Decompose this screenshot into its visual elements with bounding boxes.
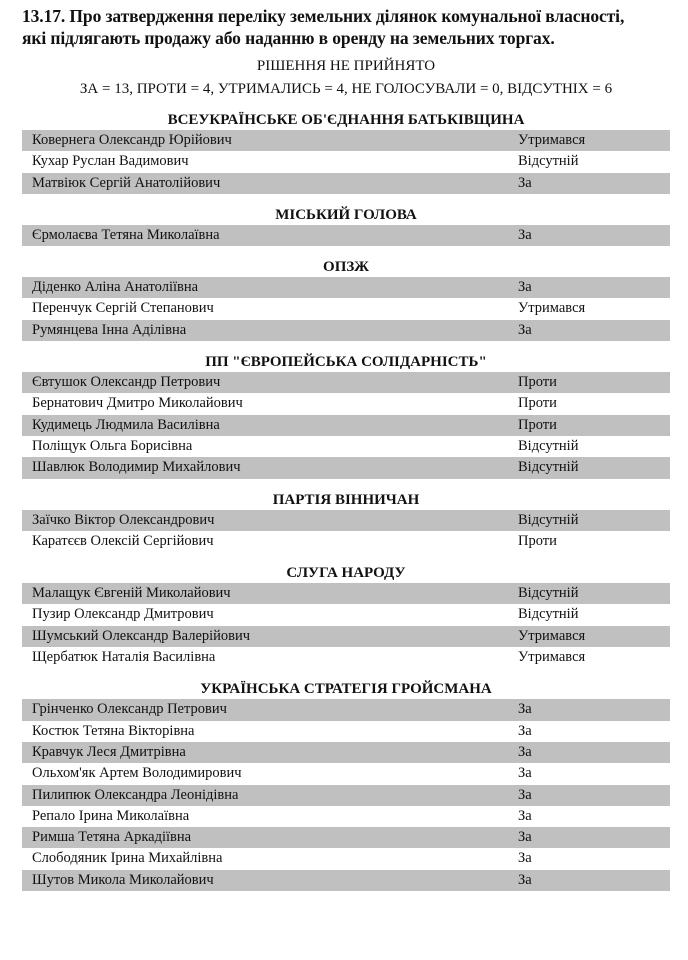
deputy-name: Пузир Олександр Дмитрович bbox=[32, 606, 214, 623]
deputy-name: Румянцева Інна Аділівна bbox=[32, 321, 187, 338]
agenda-item-title bbox=[22, 0, 670, 49]
table-row bbox=[22, 721, 670, 742]
deputy-name: Грінченко Олександр Петрович bbox=[32, 701, 227, 718]
table-row bbox=[22, 848, 670, 869]
table-row bbox=[22, 763, 670, 784]
faction-vote-table bbox=[22, 699, 670, 891]
faction-name: ОПЗЖ bbox=[323, 259, 369, 276]
deputy-name: Матвіюк Сергій Анатолійович bbox=[32, 174, 221, 191]
title-line-2: які підлягають продажу або наданню в оренду на земельних торгах. bbox=[22, 28, 555, 48]
factions-list bbox=[22, 110, 670, 891]
table-row bbox=[22, 583, 670, 604]
vote-value: За bbox=[518, 722, 532, 739]
table-row bbox=[22, 457, 670, 478]
vote-value: Утримався bbox=[518, 627, 586, 644]
faction-name: УКРАЇНСЬКА СТРАТЕГІЯ ГРОЙСМАНА bbox=[200, 681, 492, 698]
table-row bbox=[22, 151, 670, 172]
table-row bbox=[22, 510, 670, 531]
vote-value: Утримався bbox=[518, 300, 586, 317]
table-row bbox=[22, 393, 670, 414]
table-row bbox=[22, 320, 670, 341]
deputy-name: Костюк Тетяна Вікторівна bbox=[32, 722, 195, 739]
vote-value: Відсутній bbox=[518, 606, 579, 623]
faction-vote-table bbox=[22, 510, 670, 553]
vote-value: Відсутній bbox=[518, 459, 579, 476]
deputy-name: Кухар Руслан Вадимович bbox=[32, 153, 189, 170]
vote-value: За bbox=[518, 701, 532, 718]
deputy-name: Шумський Олександр Валерійович bbox=[32, 627, 251, 644]
vote-value: Проти bbox=[518, 374, 557, 391]
faction-name: СЛУГА НАРОДУ bbox=[286, 565, 406, 582]
table-row bbox=[22, 870, 670, 891]
table-row bbox=[22, 130, 670, 151]
vote-value: Проти bbox=[518, 416, 557, 433]
table-row bbox=[22, 626, 670, 647]
vote-value: За bbox=[518, 743, 532, 760]
deputy-name: Римша Тетяна Аркадіївна bbox=[32, 829, 192, 846]
deputy-name: Перенчук Сергій Степанович bbox=[32, 300, 214, 317]
faction-vote-table bbox=[22, 372, 670, 478]
table-row bbox=[22, 415, 670, 436]
decision-status: РІШЕННЯ НЕ ПРИЙНЯТО bbox=[256, 58, 436, 74]
deputy-name: Слободяник Ірина Михайлівна bbox=[32, 850, 223, 867]
faction-section bbox=[22, 679, 670, 891]
vote-value: Утримався bbox=[518, 132, 586, 148]
deputy-name: Шавлюк Володимир Михайлович bbox=[32, 459, 241, 476]
vote-value: Відсутній bbox=[518, 437, 579, 454]
vote-value: За bbox=[518, 850, 532, 867]
table-row bbox=[22, 531, 670, 552]
faction-section bbox=[22, 352, 670, 478]
vote-value: За bbox=[518, 871, 532, 888]
faction-vote-table bbox=[22, 277, 670, 341]
deputy-name: Бернатович Дмитро Миколайович bbox=[32, 395, 243, 412]
vote-value: Відсутній bbox=[518, 153, 579, 170]
table-row bbox=[22, 436, 670, 457]
vote-value: За bbox=[518, 279, 532, 296]
deputy-name: Репало Ірина Миколаївна bbox=[32, 807, 190, 824]
table-row bbox=[22, 277, 670, 298]
faction-name: ПАРТІЯ ВІННИЧАН bbox=[272, 491, 420, 508]
faction-section bbox=[22, 110, 670, 194]
deputy-name: Шутов Микола Миколайович bbox=[32, 871, 214, 888]
vote-value: Відсутній bbox=[518, 585, 579, 602]
deputy-name: Каратєєв Олексій Сергійович bbox=[32, 532, 214, 549]
vote-value: За bbox=[518, 765, 532, 782]
vote-value: За bbox=[518, 226, 532, 243]
deputy-name: Єрмолаєва Тетяна Миколаївна bbox=[32, 226, 220, 243]
deputy-name: Пилипюк Олександра Леонідівна bbox=[32, 786, 239, 803]
deputy-name: Поліщук Ольга Борисівна bbox=[32, 437, 193, 454]
deputy-name: Кудимець Людмила Василівна bbox=[32, 416, 220, 433]
faction-section bbox=[22, 205, 670, 246]
vote-value: Проти bbox=[518, 395, 557, 412]
vote-value: За bbox=[518, 807, 532, 824]
faction-name: ПП "ЄВРОПЕЙСЬКА СОЛІДАРНІСТЬ" bbox=[205, 354, 487, 371]
table-row bbox=[22, 785, 670, 806]
faction-vote-table bbox=[22, 583, 670, 668]
faction-section bbox=[22, 490, 670, 553]
vote-value: Проти bbox=[518, 532, 557, 549]
vote-value: За bbox=[518, 786, 532, 803]
table-row bbox=[22, 806, 670, 827]
table-row bbox=[22, 647, 670, 668]
table-row bbox=[22, 827, 670, 848]
table-row bbox=[22, 298, 670, 319]
faction-section bbox=[22, 257, 670, 341]
table-row bbox=[22, 742, 670, 763]
title-line-1: 13.17. Про затвердження переліку земельних ділянок комунальної власності, bbox=[22, 6, 625, 26]
deputy-name: Кравчук Леся Дмитрівна bbox=[32, 743, 186, 760]
table-row bbox=[22, 225, 670, 246]
deputy-name: Ковернега Олександр Юрійович bbox=[32, 132, 232, 148]
faction-vote-table bbox=[22, 130, 670, 194]
vote-value: За bbox=[518, 174, 532, 191]
faction-name: ВСЕУКРАЇНСЬКЕ ОБ'ЄДНАННЯ БАТЬКІВЩИНА bbox=[167, 112, 525, 128]
faction-vote-table bbox=[22, 225, 670, 246]
vote-tally: ЗА = 13, ПРОТИ = 4, УТРИМАЛИСЬ = 4, НЕ ГОЛОСУВАЛИ = 0, ВІДСУТНІХ = 6 bbox=[79, 81, 613, 97]
vote-value: Відсутній bbox=[518, 511, 579, 528]
faction-name: МІСЬКИЙ ГОЛОВА bbox=[275, 206, 417, 223]
deputy-name: Євтушок Олександр Петрович bbox=[32, 374, 221, 391]
table-row bbox=[22, 173, 670, 194]
deputy-name: Малащук Євгеній Миколайович bbox=[32, 585, 231, 602]
deputy-name: Заїчко Віктор Олександрович bbox=[32, 511, 215, 528]
vote-value: Утримався bbox=[518, 649, 586, 666]
table-row bbox=[22, 372, 670, 393]
vote-value: За bbox=[518, 829, 532, 846]
deputy-name: Щербатюк Наталія Василівна bbox=[32, 649, 216, 666]
deputy-name: Ольхом'як Артем Володимирович bbox=[32, 765, 242, 782]
table-row bbox=[22, 604, 670, 625]
vote-value: За bbox=[518, 321, 532, 338]
faction-section bbox=[22, 563, 670, 668]
deputy-name: Діденко Аліна Анатоліївна bbox=[32, 279, 199, 296]
table-row bbox=[22, 699, 670, 720]
